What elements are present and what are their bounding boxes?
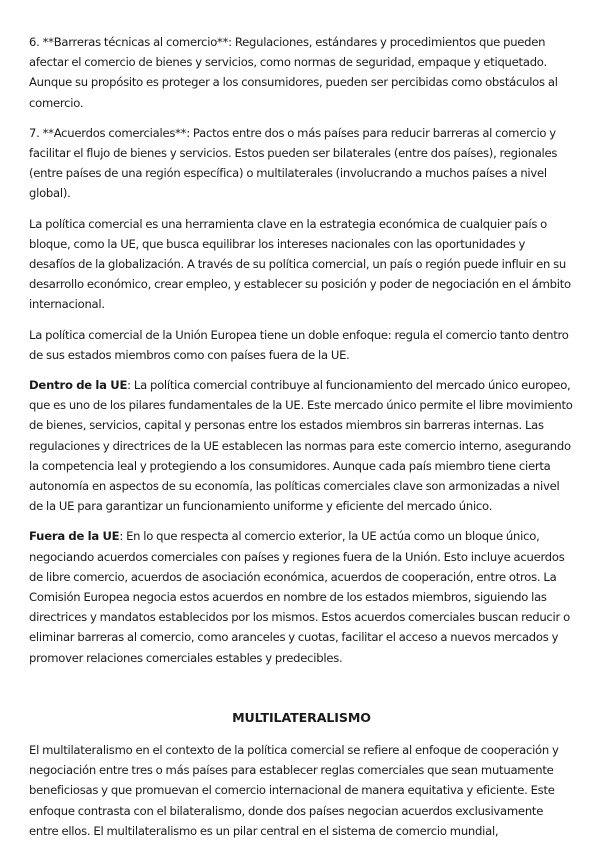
paragraph-trade-agreements: 7. **Acuerdos comerciales**: Pactos entre dos o más países para reducir barreras al comercio y facilitar el flujo de bienes y servicios. Estos pueden ser bilaterales (entre dos países), regionales (entre países de una región específica) o multilaterales (involucrando a muchos países a nivel global). xyxy=(29,125,558,201)
document-page xyxy=(29,32,574,851)
paragraph-outside-eu xyxy=(29,526,574,667)
outside-eu-lead: Fuera de la UE xyxy=(29,529,120,544)
paragraph-technical-barriers: 6. **Barreras técnicas al comercio**: Regulaciones, estándares y procedimientos que pueden afectar el comercio de bienes y servicios, como normas de seguridad, empaque y etiquetado. Aunque su propósito es proteger a los consumidores, pueden ser percibidas como obstáculos al comercio. xyxy=(29,35,558,110)
paragraph-multilateralism: El multilateralismo en el contexto de la política comercial se refiere al enfoque de cooperación y negociación entre tres o más países para establecer reglas comerciales que sean mutuamente beneficiosas y que promuevan el comercio internacional de manera equitativa y eficiente. Este enfoque contrasta con el bilateralismo, donde dos países negocian acuerdos exclusivamente entre ellos. El multilateralismo es un pilar central en el sistema de comercio mundial, xyxy=(29,742,559,838)
paragraph-inside-eu xyxy=(29,375,574,516)
outside-eu-text: : En lo que respecta al comercio exterior, la UE actúa como un bloque único, negociando acuerdos comerciales con países y regiones fuera de la Unión. Esto incluye acuerdos de libre comercio, acuerdos de asociación económica, acuerdos de cooperación, entre otros. La Comisión Europea negocia estos acuerdos en nombre de los estados miembros, siguiendo las directrices y mandatos establecidos por los mismos. Estos acuerdos comerciales buscan reducir o eliminar barreras al comercio, como aranceles y cuotas, facilitar el acceso a nuevos mercados y promover relaciones comerciales estables y predecibles. xyxy=(29,529,570,665)
paragraph-trade-policy-role: La política comercial es una herramienta clave en la estrategia económica de cualquier país o bloque, como la UE, que busca equilibrar los intereses nacionales con las oportunidades y desafíos de la globalización. A través de su política comercial, un país o región puede influir en su desarrollo económico, crear empleo, y establecer su posición y poder de negociación en el ámbito internacional. xyxy=(29,216,571,312)
inside-eu-text: : La política comercial contribuye al funcionamiento del mercado único europeo, que es uno de los pilares fundamentales de la UE. Este mercado único permite el libre movimiento de bienes, servicios, capital y personas entre los estados miembros sin barreras internas. Las regulaciones y directrices de la UE establecen las normas para este comercio interno, asegurando la competencia leal y protegiendo a los consumidores. Aunque cada país miembro tiene cierta autonomía en aspectos de su economía, las políticas comerciales clave son armonizadas a nivel de la UE para garantizar un funcionamiento uniforme y eficiente del mercado único. xyxy=(29,378,573,514)
section-heading-multilateralism: MULTILATERALISMO xyxy=(232,709,371,725)
paragraph-eu-dual-approach: La política comercial de la Unión Europea tiene un doble enfoque: regula el comercio tanto dentro de sus estados miembros como con países fuera de la UE. xyxy=(29,327,569,362)
inside-eu-lead: Dentro de la UE xyxy=(29,378,128,393)
